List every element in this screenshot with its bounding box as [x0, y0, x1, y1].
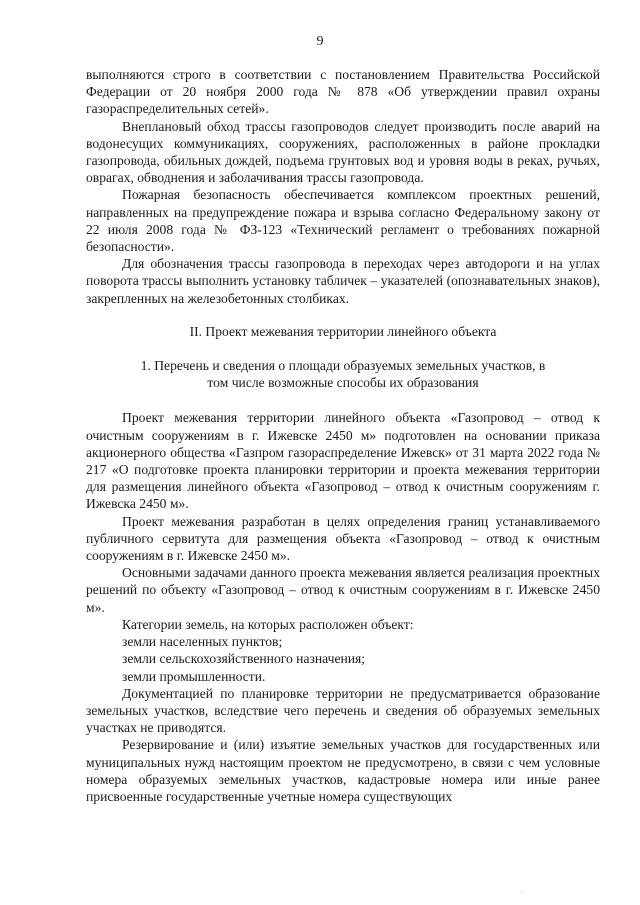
paragraph-fire-safety: Пожарная безопасность обеспечивается комплексом проектных решений, направленных на предупреждение пожара и взрыва согласно Федеральному закону от 22 июля 2008 года № ФЗ-123 «Технический регламент о требованиях пожарной безопасности». [86, 187, 600, 255]
land-category-item: земли промышленности. [122, 668, 266, 684]
paragraph-project-purpose: Проект межевания разработан в целях определения границ устанавливаемого публичного сервитута для размещения объекта «Газопровод – отвод к очистным сооружениям в г. Ижевске 2450 м». [86, 513, 600, 564]
paragraph-unscheduled-inspection: Внеплановый обход трассы газопроводов следует производить после аварий на водонесущих коммуникациях, сооружениях, расположенных в районе прокладки газопровода, обильных дождей, подъема грунтовых вод и уровня воды в реках, ручьях, оврагах, обводнения и заболачивания трассы газопровода. [86, 118, 600, 186]
paragraph-route-markers: Для обозначения трассы газопровода в переходах через автодороги и на углах поворота трассы выполнить установку табличек – указателей (опознавательных знаков), закрепленных на железобетонных столбиках. [86, 256, 600, 306]
paragraph-continuation: выполняются строго в соответствии с постановлением Правительства Российской Федерации от 20 ноября 2000 года № 878 «Об утверждении правил охраны газораспределительных сетей». [86, 67, 600, 117]
land-category-item: земли населенных пунктов; [122, 634, 283, 650]
land-categories-intro: Категории земель, на которых расположен объект: [122, 616, 414, 632]
subsection-title-line2: том числе возможные способы их образования [207, 375, 479, 391]
paragraph-project-basis: Проект межевания территории линейного объекта «Газопровод – отвод к очистным сооружениям в г. Ижевске 2450 м» подготовлен на основании приказа акционерного общества «Газпром газораспределение Ижевск» от 31 марта 2022 года № 217 «О подготовке проекта планировки территории и проекта межевания территории для размещения линейного объекта «Газопровод – отвод к очистным сооружениям г. Ижевска 2450 м». [86, 410, 600, 512]
paragraph-no-land-plots: Документацией по планировке территории не предусматривается образование земельных участков, вследствие чего перечень и сведения об образуемых земельных участках не приводятся. [86, 685, 600, 736]
paragraph-reservation: Резервирование и (или) изъятие земельных участков для государственных или муниципальных нужд настоящим проектом не предусмотрено, в связи с чем условные номера образуемых земельных участков, кадастровые номера или иные ранее присвоенные государственные учетные номера существующих [86, 737, 600, 804]
paragraph-project-tasks: Основными задачами данного проекта межевания является реализация проектных решений по объекту «Газопровод – отвод к очистным сооружениям в г. Ижевске 2450 м». [86, 565, 600, 615]
document-body [86, 66, 600, 805]
subsection-title [86, 357, 600, 391]
section-title: II. Проект межевания территории линейного объекта [189, 323, 497, 339]
page-number: 9 [316, 34, 324, 49]
scan-dot-mark: · [521, 888, 524, 897]
land-category-item: земли сельскохозяйственного назначения; [122, 651, 366, 667]
subsection-title-line1: 1. Перечень и сведения о площади образуемых земельных участков, в [140, 358, 546, 374]
